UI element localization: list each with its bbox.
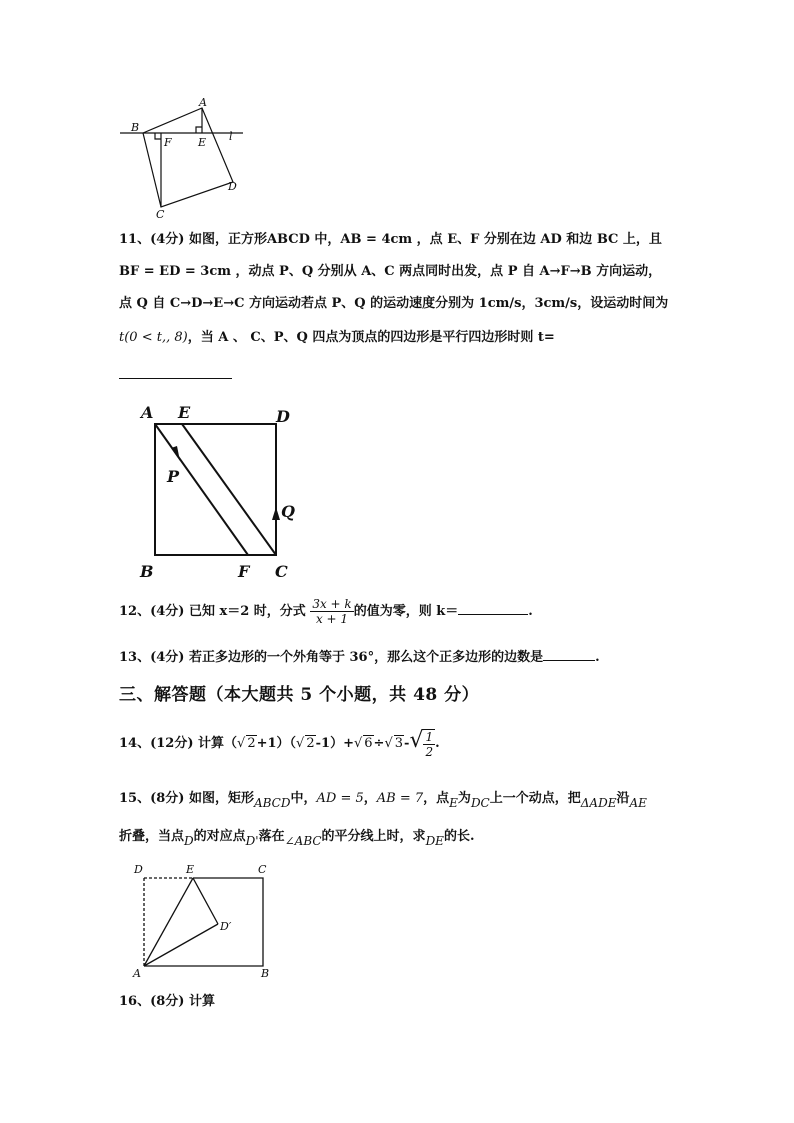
q15-math-de: DE xyxy=(425,834,444,848)
label-a: A xyxy=(141,403,154,422)
label-e: E xyxy=(178,403,191,422)
q12-fraction xyxy=(310,597,353,626)
label-p: P xyxy=(167,467,180,486)
q12-prefix: 12、(4分) 已知 x＝2 时，分式 xyxy=(119,604,306,619)
q11-time-range: t(0 < t,, 8) xyxy=(119,330,188,345)
q15-text: ，点 xyxy=(423,791,450,806)
label-e: E xyxy=(198,136,207,149)
q13-text: 13、(4分) 若正多边形的一个外角等于 36°，那么这个正多边形的边数是 xyxy=(119,650,544,665)
q14-fraction xyxy=(423,729,435,759)
q15-text: 上一个动点，把 xyxy=(489,791,581,806)
q14-part-3: ÷ xyxy=(373,736,385,751)
label-a: A xyxy=(133,967,141,980)
q15-text: ， xyxy=(363,791,377,806)
q15-text: 15、(8分) 如图，矩形 xyxy=(119,791,254,806)
q14-radicand-3: 6 xyxy=(364,736,373,751)
q12-fraction-numerator: 3x + k xyxy=(312,597,352,611)
q15-text: 的长. xyxy=(443,829,475,844)
q15-math-ade: ΔADE xyxy=(580,796,617,810)
square-abcd xyxy=(155,424,276,555)
figure-1-quadrilateral xyxy=(115,95,250,220)
label-d: D xyxy=(134,863,143,876)
label-b: B xyxy=(261,967,270,980)
label-d-prime: D′ xyxy=(220,920,232,933)
q14-prefix: 14、(12分) 计算（ xyxy=(119,736,238,751)
q12-answer-blank[interactable] xyxy=(458,600,528,615)
q14-end: . xyxy=(435,736,440,751)
q15-math-ae: AE xyxy=(629,796,647,810)
q15-math-d: D xyxy=(184,834,194,848)
q15-text: 中， xyxy=(290,791,317,806)
figure-2-square xyxy=(130,398,310,583)
q11-line-4-text: ，当 A 、 C、P、Q 四点为顶点的四边形是平行四边形时则 t= xyxy=(187,330,555,345)
segment-ec xyxy=(182,424,276,555)
label-a: A xyxy=(199,96,207,109)
q13-end: . xyxy=(595,650,600,665)
segment-ed-prime xyxy=(193,878,218,924)
q11-answer-blank[interactable] xyxy=(119,362,232,379)
right-angle-mark-f xyxy=(155,133,161,139)
q14-part-4: - xyxy=(404,736,410,751)
right-angle-mark-e xyxy=(196,127,202,133)
figure-3-rectangle-fold xyxy=(128,858,283,983)
q15-text: 沿 xyxy=(616,791,630,806)
q14-part-1: +1）（ xyxy=(256,736,297,751)
segment-af xyxy=(155,424,248,555)
label-l: l xyxy=(229,130,233,143)
q12 xyxy=(119,597,533,626)
q15-line-2 xyxy=(119,825,475,848)
q15-text: 为 xyxy=(457,791,471,806)
q12-fraction-denominator: x + 1 xyxy=(315,612,349,626)
radical-sign: √ xyxy=(353,736,363,751)
q15-text: 折叠，当点 xyxy=(119,829,185,844)
label-d: D xyxy=(276,407,290,426)
q15-math-abc: ∠ABC xyxy=(284,834,322,848)
q15-text: 落在 xyxy=(258,829,285,844)
q14-radicand-2: 2 xyxy=(306,736,315,751)
label-q: Q xyxy=(281,502,295,521)
q15-math-e: E xyxy=(449,796,458,810)
q14-fraction-numerator: 1 xyxy=(425,729,434,744)
radical-sign: √ xyxy=(384,736,393,751)
radical-sign: √ xyxy=(296,736,305,751)
q11-line-4 xyxy=(119,326,555,345)
q14-fraction-denominator: 2 xyxy=(425,744,434,759)
arrow-p xyxy=(171,446,180,461)
arrow-q xyxy=(272,507,280,520)
label-f: F xyxy=(238,562,250,581)
radical-sign: √ xyxy=(409,728,424,753)
q15-line-1 xyxy=(119,787,647,810)
q16: 16、(8分) 计算 xyxy=(119,994,215,1009)
q15-math-ab: AB = 7 xyxy=(376,791,424,806)
q14-part-2: -1）+ xyxy=(315,736,354,751)
label-c: C xyxy=(258,863,267,876)
label-f: F xyxy=(164,136,172,149)
label-b: B xyxy=(140,562,154,581)
q11-line-3: 点 Q 自 C→D→E→C 方向运动若点 P、Q 的运动速度分别为 1cm/s，3cm/s，设运动时间为 xyxy=(119,296,669,311)
label-c: C xyxy=(156,208,165,220)
rectangle-outline xyxy=(144,878,263,966)
label-d: D xyxy=(228,180,237,193)
q14 xyxy=(119,728,440,759)
label-c: C xyxy=(275,562,288,581)
label-b: B xyxy=(131,121,140,134)
section-3-heading: 三、解答题（本大题共 5 个小题，共 48 分） xyxy=(119,685,480,705)
q12-end: . xyxy=(528,604,533,619)
q11-line-2: BF = ED = 3cm ，动点 P、Q 分别从 A、C 两点同时出发，点 P 自 A→F→B 方向运动， xyxy=(119,264,662,279)
q15-math-dprime: D' xyxy=(245,834,259,848)
quadrilateral-abcd xyxy=(143,108,233,207)
q13 xyxy=(119,646,600,665)
q15-text: 的平分线上时，求 xyxy=(321,829,426,844)
q15-math-abcd: ABCD xyxy=(253,796,291,810)
q14-radicand-4: 3 xyxy=(394,736,404,751)
q12-suffix: 的值为零，则 k＝ xyxy=(353,604,459,619)
q11-line-1: 11、(4分) 如图，正方形ABCD 中，AB = 4cm ，点 E、F 分别在边 AD 和边 BC 上，且 xyxy=(119,232,662,247)
q15-math-dc: DC xyxy=(470,796,490,810)
q14-radicand-1: 2 xyxy=(247,736,256,751)
q15-math-ad: AD = 5 xyxy=(316,791,364,806)
radical-sign: √ xyxy=(237,736,246,751)
label-e: E xyxy=(186,863,195,876)
q13-answer-blank[interactable] xyxy=(543,646,595,661)
q15-text: 的对应点 xyxy=(193,829,246,844)
